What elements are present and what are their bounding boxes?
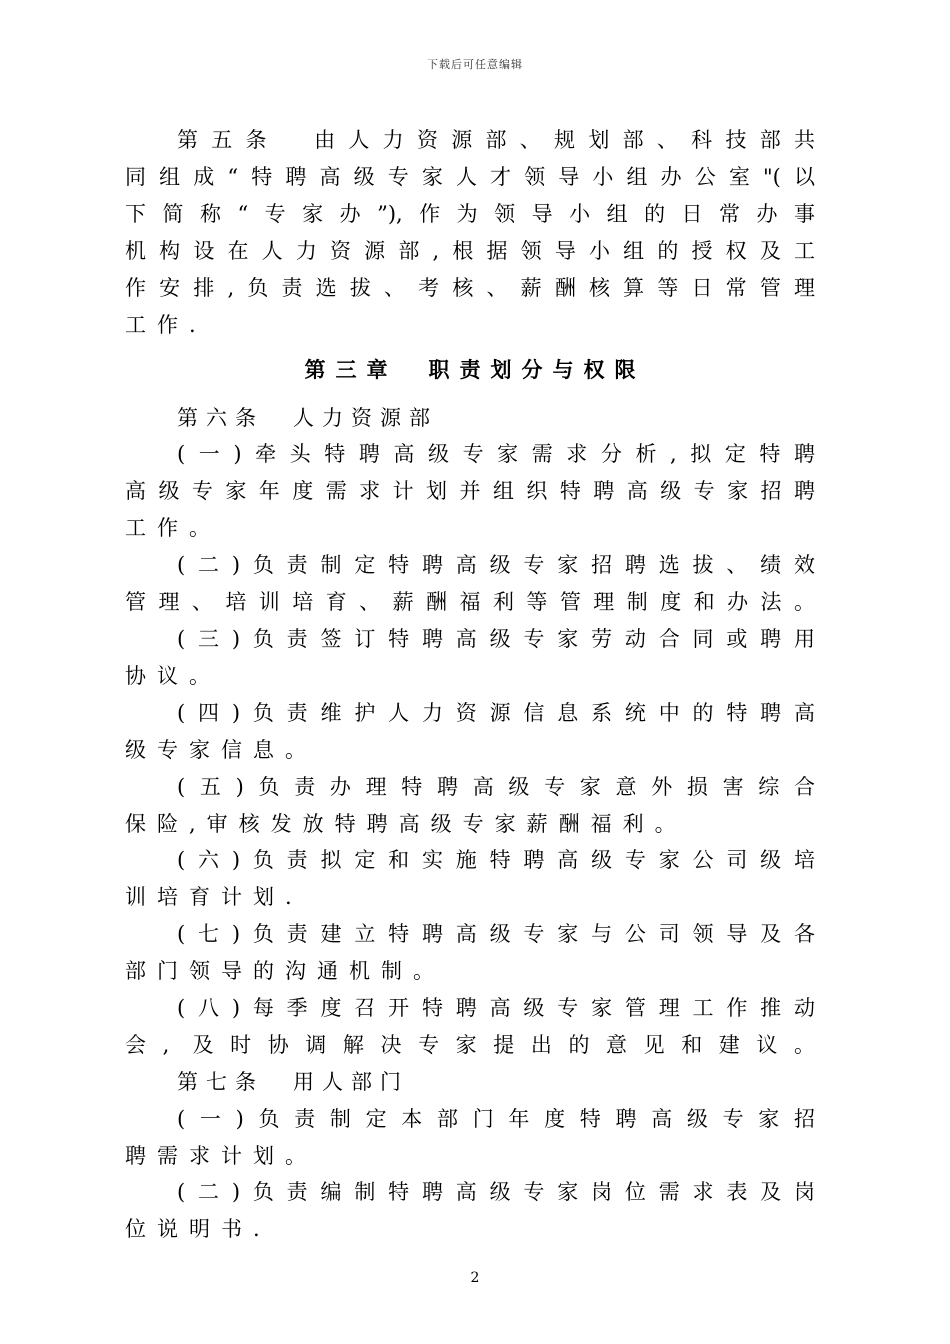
- list-item-line: 级专家信息。: [125, 738, 317, 762]
- paragraph-line: 第五条 由人力资源部、规划部、科技部共: [177, 128, 815, 152]
- list-item-line: 训培育计划.: [125, 885, 303, 909]
- list-item-line: (五)负责办理特聘高级专家意外损害综合: [177, 775, 815, 799]
- list-item-line: (一)负责制定本部门年度特聘高级专家招: [177, 1107, 815, 1131]
- list-item-line: 保险,审核发放特聘高级专家薪酬福利。: [125, 812, 687, 836]
- page-number: 2: [470, 1270, 480, 1286]
- paragraph-line: 同组成“特聘高级专家人才领导小组办公室"(以: [125, 165, 815, 189]
- list-item-line: (四)负责维护人力资源信息系统中的特聘高: [177, 701, 815, 725]
- list-item-line: 工作。: [125, 516, 221, 540]
- list-item-line: 协议。: [125, 664, 221, 688]
- list-item-line: (七)负责建立特聘高级专家与公司领导及各: [177, 922, 815, 946]
- list-item-line: 会, 及时协调解决专家提出的意见和建议。: [125, 1033, 815, 1057]
- list-item-line: (二)负责制定特聘高级专家招聘选拔、绩效: [177, 553, 815, 577]
- list-item-line: 聘需求计划。: [125, 1144, 317, 1168]
- list-item-line: 位说明书.: [125, 1217, 271, 1241]
- list-item-line: 管理、培训培育、薪酬福利等管理制度和办法。: [125, 590, 815, 614]
- paragraph-line: 工作.: [125, 313, 207, 337]
- article-heading: 第七条 用人部门: [177, 1070, 409, 1094]
- paragraph-line: 下简称“专家办”),作为领导小组的日常办事: [125, 202, 815, 226]
- paragraph-line: 机构设在人力资源部,根据领导小组的授权及工: [125, 239, 815, 263]
- page-header: 下载后可任意编辑: [427, 58, 523, 71]
- list-item-line: (一)牵头特聘高级专家需求分析,拟定特聘: [177, 442, 815, 466]
- list-item-line: (六)负责拟定和实施特聘高级专家公司级培: [177, 848, 815, 872]
- chapter-heading: 第三章 职责划分与权限: [304, 357, 646, 382]
- list-item-line: (三)负责签订特聘高级专家劳动合同或聘用: [177, 627, 815, 651]
- article-heading: 第六条 人力资源部: [177, 406, 438, 430]
- list-item-line: 部门领导的沟通机制。: [125, 959, 445, 983]
- list-item-line: 高级专家年度需求计划并组织特聘高级专家招聘: [125, 479, 815, 503]
- list-item-line: (八)每季度召开特聘高级专家管理工作推动: [177, 996, 815, 1020]
- list-item-line: (二)负责编制特聘高级专家岗位需求表及岗: [177, 1180, 815, 1204]
- paragraph-line: 作安排,负责选拔、考核、薪酬核算等日常管理: [125, 276, 815, 300]
